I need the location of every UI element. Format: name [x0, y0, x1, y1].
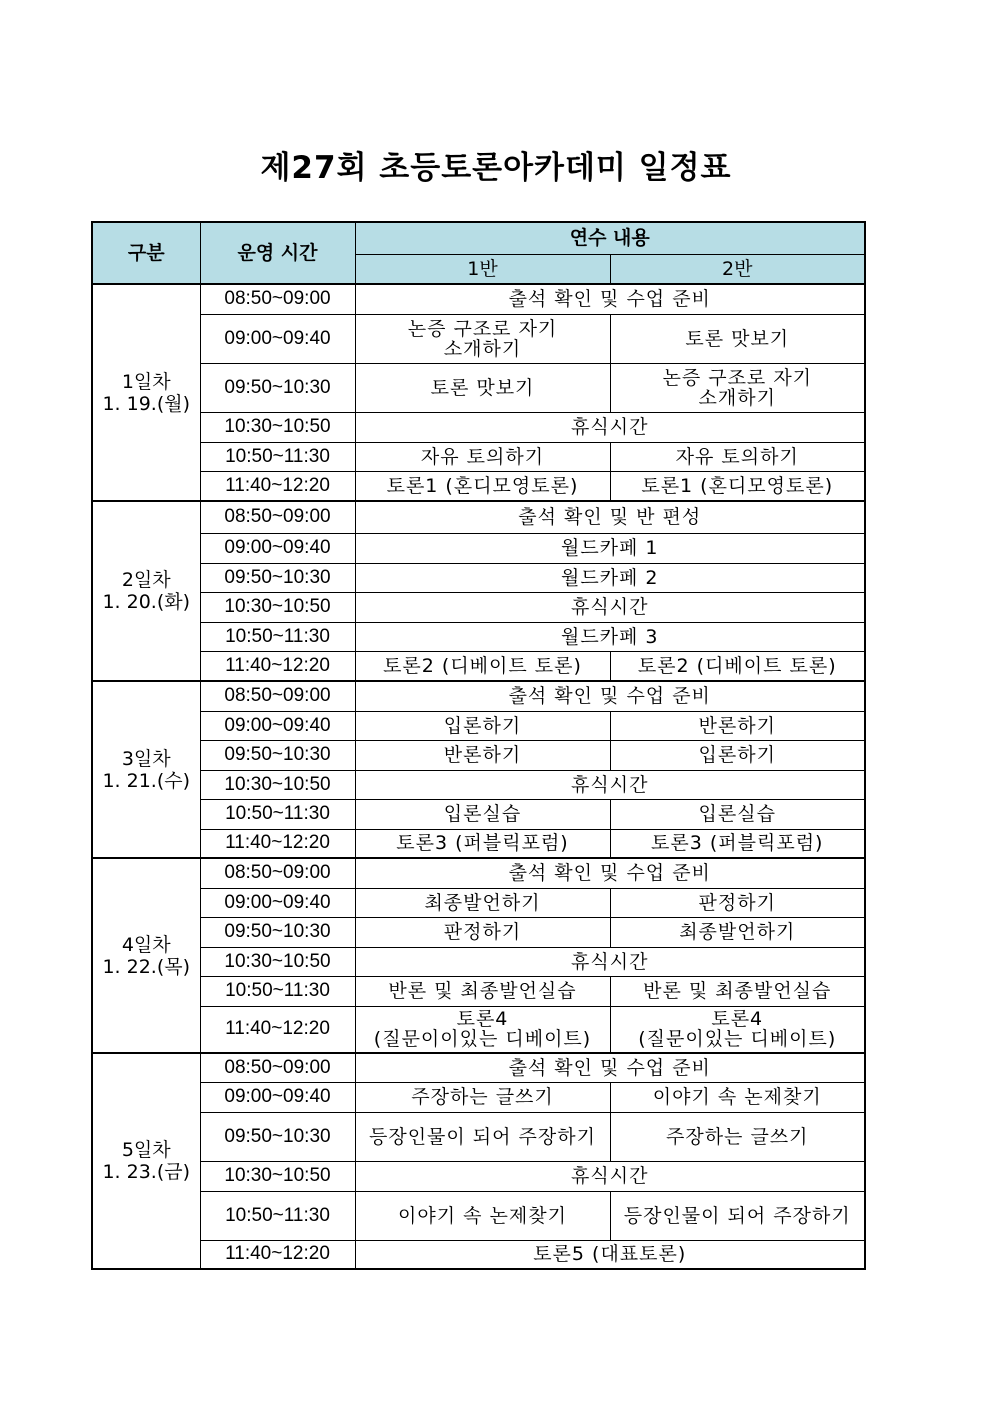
session-cell-class-1 — [355, 799, 610, 829]
table-row — [92, 740, 865, 770]
table-row — [92, 1082, 865, 1112]
session-cell-merged: 월드카페 3 — [355, 622, 865, 651]
table-row — [92, 858, 865, 888]
day-cell — [92, 284, 200, 501]
table-row — [92, 770, 865, 799]
session-cell-merged: 출석 확인 및 반 편성 — [355, 501, 865, 533]
session-cell-class-1 — [355, 442, 610, 471]
session-text: 논증 구조로 자기 — [407, 317, 558, 340]
session-text: 입론하기 — [443, 714, 522, 737]
session-cell-merged: 휴식시간 — [355, 592, 865, 622]
time-cell: 10:30~10:50 — [200, 1161, 355, 1191]
session-text: 반론하기 — [443, 744, 522, 766]
session-text: 판정하기 — [443, 921, 522, 943]
session-cell-class-1 — [355, 471, 610, 501]
header-class-1: 1반 — [355, 254, 610, 284]
table-row — [92, 1191, 865, 1240]
time-cell: 10:50~11:30 — [200, 799, 355, 829]
table-row — [92, 799, 865, 829]
time-cell: 10:30~10:50 — [200, 592, 355, 622]
session-cell-class-1 — [355, 888, 610, 917]
table-row — [92, 947, 865, 976]
table-row — [92, 363, 865, 412]
time-cell: 11:40~12:20 — [200, 1006, 355, 1053]
session-text: 반론 및 최종발언실습 — [643, 980, 832, 1002]
table-row — [92, 888, 865, 917]
session-cell-class-1 — [355, 1112, 610, 1161]
session-text: 판정하기 — [698, 891, 776, 914]
table-row — [92, 829, 865, 858]
session-cell-class-2 — [610, 711, 865, 740]
session-cell-class-2 — [610, 471, 865, 501]
session-cell-merged: 월드카페 2 — [355, 563, 865, 592]
table-row — [92, 592, 865, 622]
day-label: 2일차 — [121, 569, 171, 591]
session-text: 최종발언하기 — [679, 921, 796, 943]
day-cell — [92, 858, 200, 1053]
session-text: 토론 맛보기 — [685, 327, 790, 350]
session-cell-merged: 출석 확인 및 수업 준비 — [355, 284, 865, 314]
time-cell: 09:00~09:40 — [200, 533, 355, 563]
session-cell-merged: 휴식시간 — [355, 770, 865, 799]
session-cell-merged: 출석 확인 및 수업 준비 — [355, 858, 865, 888]
session-text: 자유 토의하기 — [675, 445, 799, 468]
session-text: 주장하는 글쓰기 — [665, 1125, 809, 1148]
table-row — [92, 1240, 865, 1269]
table-row — [92, 284, 865, 314]
day-date: 1. 20.(화) — [102, 591, 191, 613]
session-cell-class-1 — [355, 651, 610, 681]
day-cell — [92, 1053, 200, 1269]
session-text: 토론1 (혼디모영토론) — [641, 474, 834, 497]
time-cell: 08:50~09:00 — [200, 501, 355, 533]
day-date: 1. 22.(목) — [102, 955, 191, 978]
session-text: 등장인물이 되어 주장하기 — [369, 1125, 596, 1148]
schedule-table — [91, 221, 866, 1270]
session-cell-class-1 — [355, 1082, 610, 1112]
session-cell-class-2 — [610, 651, 865, 681]
time-cell: 09:00~09:40 — [200, 314, 355, 363]
time-cell: 08:50~09:00 — [200, 681, 355, 711]
session-cell-class-2 — [610, 740, 865, 770]
table-row — [92, 314, 865, 363]
day-label: 1일차 — [121, 370, 171, 393]
session-text: 토론 맛보기 — [430, 376, 535, 399]
session-cell-class-1 — [355, 711, 610, 740]
time-cell: 09:00~09:40 — [200, 711, 355, 740]
session-cell-class-2 — [610, 799, 865, 829]
session-cell-class-2 — [610, 363, 865, 412]
session-cell-class-1 — [355, 363, 610, 412]
session-cell-class-1 — [355, 976, 610, 1006]
time-cell: 10:50~11:30 — [200, 622, 355, 651]
session-text: 입론실습 — [698, 803, 776, 825]
page-title: 제27회 초등토론아카데미 일정표 — [260, 150, 732, 186]
time-cell: 08:50~09:00 — [200, 1053, 355, 1082]
session-text: 토론4 — [711, 1008, 764, 1031]
session-cell-class-2 — [610, 917, 865, 947]
time-cell: 10:30~10:50 — [200, 412, 355, 442]
session-cell-merged: 휴식시간 — [355, 412, 865, 442]
session-cell-class-2 — [610, 829, 865, 858]
session-cell-class-1 — [355, 740, 610, 770]
table-row — [92, 412, 865, 442]
time-cell: 09:50~10:30 — [200, 917, 355, 947]
session-text: 논증 구조로 자기 — [662, 366, 813, 389]
time-cell: 09:50~10:30 — [200, 1112, 355, 1161]
session-text: 주장하는 글쓰기 — [411, 1086, 554, 1108]
time-cell: 11:40~12:20 — [200, 471, 355, 501]
table-row — [92, 533, 865, 563]
session-cell-class-2 — [610, 1112, 865, 1161]
session-text: 토론2 (디베이트 토론) — [383, 654, 582, 677]
time-cell: 10:50~11:30 — [200, 1191, 355, 1240]
session-text: (질문이이있는 디베이트) — [373, 1028, 592, 1051]
session-text: 이야기 속 논제찾기 — [652, 1086, 822, 1108]
session-text: (질문이있는 디베이트) — [638, 1028, 837, 1051]
day-date: 1. 19.(월) — [102, 392, 191, 415]
table-row — [92, 442, 865, 471]
session-cell-merged: 월드카페 1 — [355, 533, 865, 563]
table-row — [92, 1161, 865, 1191]
time-cell: 10:30~10:50 — [200, 947, 355, 976]
time-cell: 11:40~12:20 — [200, 829, 355, 858]
table-row — [92, 1112, 865, 1161]
table-row — [92, 681, 865, 711]
session-cell-merged: 출석 확인 및 수업 준비 — [355, 681, 865, 711]
table-row — [92, 651, 865, 681]
day-label: 3일차 — [121, 747, 171, 770]
session-cell-class-2 — [610, 888, 865, 917]
table-row — [92, 622, 865, 651]
session-cell-merged: 휴식시간 — [355, 947, 865, 976]
table-row — [92, 1053, 865, 1082]
session-text: 반론하기 — [698, 714, 776, 737]
time-cell: 10:50~11:30 — [200, 976, 355, 1006]
session-text: 토론3 (퍼블릭포럼) — [651, 832, 824, 855]
session-text: 입론실습 — [443, 803, 522, 825]
header-content: 연수 내용 — [355, 222, 865, 254]
time-cell: 09:50~10:30 — [200, 563, 355, 592]
table-row — [92, 1006, 865, 1053]
day-cell — [92, 681, 200, 858]
session-cell-merged: 토론5 (대표토론) — [355, 1240, 865, 1269]
time-cell: 11:40~12:20 — [200, 1240, 355, 1269]
session-cell-class-2 — [610, 314, 865, 363]
header-class-2: 2반 — [610, 254, 865, 284]
session-text: 토론1 (혼디모영토론) — [386, 474, 579, 497]
day-date: 1. 21.(수) — [102, 769, 191, 792]
time-cell: 10:50~11:30 — [200, 442, 355, 471]
table-row — [92, 563, 865, 592]
session-cell-class-1 — [355, 917, 610, 947]
session-cell-class-2 — [610, 976, 865, 1006]
session-cell-class-2 — [610, 1006, 865, 1053]
header-category: 구분 — [92, 222, 200, 284]
session-text: 소개하기 — [443, 337, 522, 360]
session-text: 등장인물이 되어 주장하기 — [623, 1204, 851, 1227]
session-text: 토론4 — [456, 1008, 509, 1031]
table-row — [92, 976, 865, 1006]
time-cell: 09:50~10:30 — [200, 363, 355, 412]
session-text: 이야기 속 논제찾기 — [398, 1204, 567, 1227]
day-date: 1. 23.(금) — [102, 1161, 191, 1183]
table-row — [92, 711, 865, 740]
day-cell — [92, 501, 200, 681]
time-cell: 10:30~10:50 — [200, 770, 355, 799]
session-cell-merged: 휴식시간 — [355, 1161, 865, 1191]
day-label: 4일차 — [121, 933, 171, 956]
session-text: 소개하기 — [698, 386, 776, 409]
session-cell-class-2 — [610, 1082, 865, 1112]
session-cell-class-2 — [610, 442, 865, 471]
session-text: 토론2 (디베이트 토론) — [637, 654, 837, 677]
session-cell-class-1 — [355, 1006, 610, 1053]
table-row — [92, 471, 865, 501]
session-text: 입론하기 — [698, 744, 776, 766]
day-label: 5일차 — [121, 1139, 171, 1161]
session-cell-merged: 출석 확인 및 수업 준비 — [355, 1053, 865, 1082]
time-cell: 09:50~10:30 — [200, 740, 355, 770]
time-cell: 09:00~09:40 — [200, 888, 355, 917]
session-cell-class-1 — [355, 829, 610, 858]
time-cell: 11:40~12:20 — [200, 651, 355, 681]
table-row — [92, 917, 865, 947]
session-text: 자유 토의하기 — [420, 445, 545, 468]
time-cell: 08:50~09:00 — [200, 284, 355, 314]
table-row — [92, 501, 865, 533]
session-cell-class-1 — [355, 1191, 610, 1240]
header-time: 운영 시간 — [200, 222, 355, 284]
session-cell-class-2 — [610, 1191, 865, 1240]
session-cell-class-1 — [355, 314, 610, 363]
time-cell: 08:50~09:00 — [200, 858, 355, 888]
session-text: 최종발언하기 — [424, 891, 541, 914]
session-text: 반론 및 최종발언실습 — [388, 980, 577, 1002]
session-text: 토론3 (퍼블릭포럼) — [396, 832, 569, 855]
time-cell: 09:00~09:40 — [200, 1082, 355, 1112]
